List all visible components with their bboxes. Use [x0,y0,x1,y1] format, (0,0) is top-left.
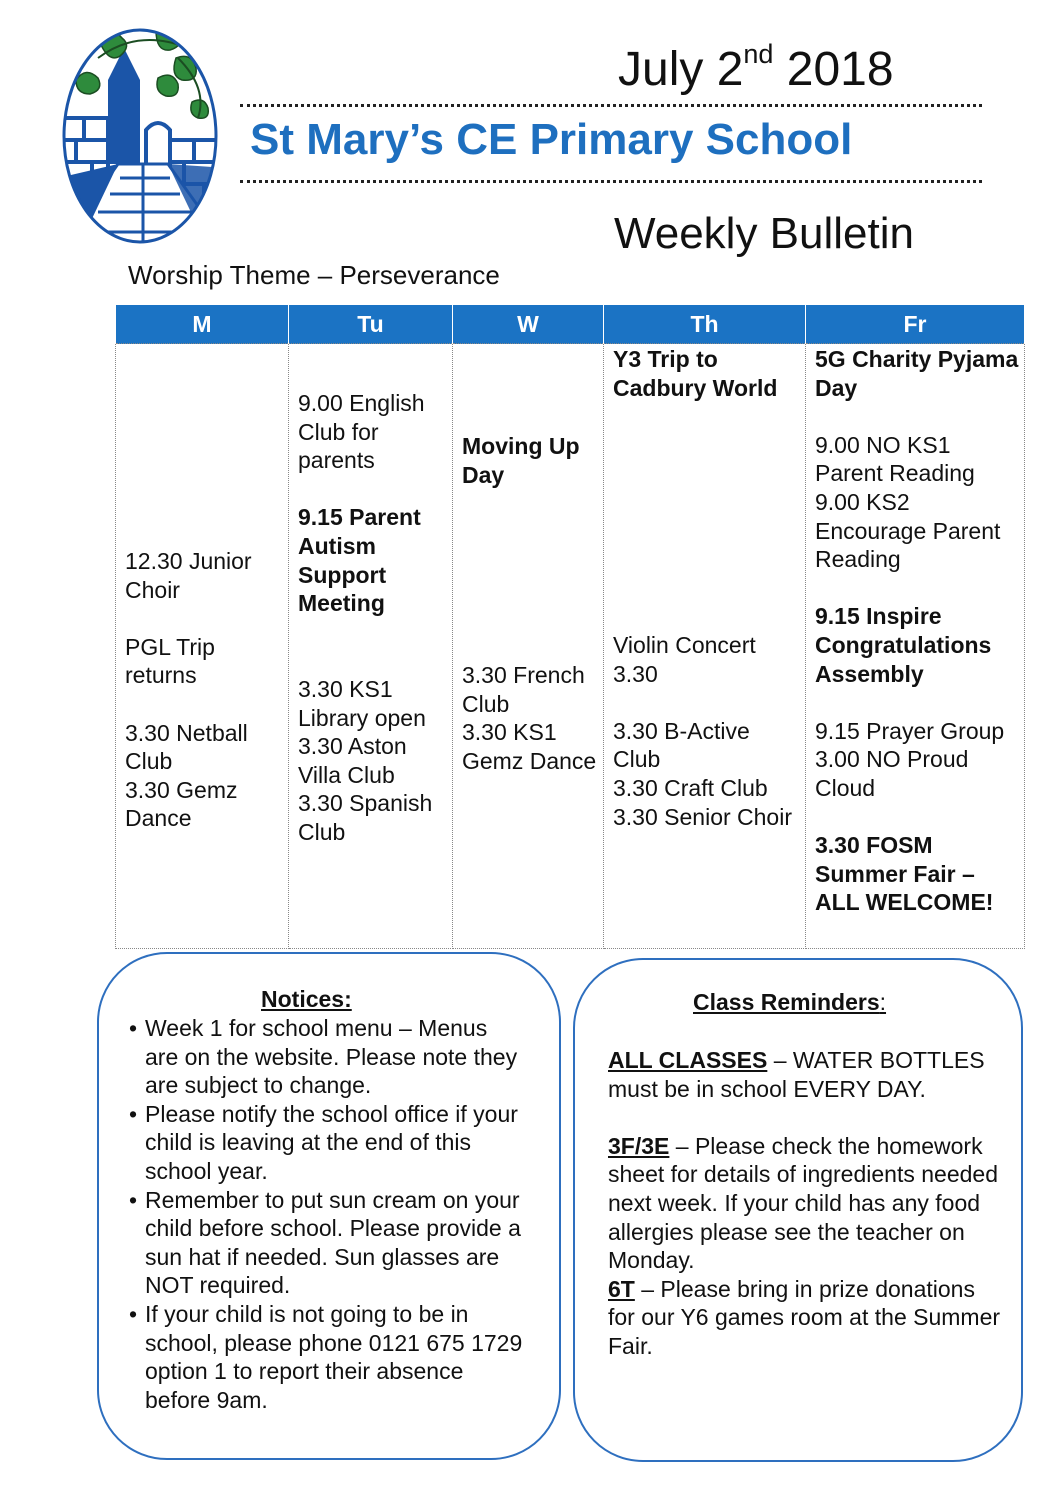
notice-item: • Please notify the school office if your child is leaving at the end of this school year. [129,1100,518,1184]
friday-events [806,344,1025,949]
event-inspire-assembly: 9.15 Inspire Congratulations Assembly [815,603,992,687]
class-reminders-text [608,1046,1003,1361]
monday-events [116,344,289,949]
event-autism-support-meeting: 9.15 Parent Autism Support Meeting [298,504,421,617]
event-prayer-group: 9.15 Prayer Group [815,717,1005,744]
event-moving-up-day: Moving Up Day [462,433,580,488]
notice-item: • Week 1 for school menu – Menus are on the website. Please note they are subject to change. [129,1015,518,1099]
day-header-monday: M [116,305,289,344]
event-violin-concert: Violin Concert 3.30 [613,632,756,687]
thursday-trip [613,345,801,402]
event-pgl-trip: PGL Trip returns [125,633,215,689]
event-french-club: 3.30 French Club [462,662,585,717]
event-fosm-summer-fair: 3.30 FOSM Summer Fair – ALL WELCOME! [815,832,994,916]
thursday-afternoon-list [613,631,801,831]
bulletin-date: July 2nd 2018 [618,39,894,96]
event-craft-club: 3.30 Craft Club [613,774,768,801]
class-reminders-panel [573,958,1023,1462]
weekly-timetable [115,305,1025,949]
school-name: St Mary’s CE Primary School [250,115,853,164]
event-aston-villa-club: 3.30 Aston Villa Club [298,733,407,788]
event-english-club: 9.00 English Club for parents [298,390,425,474]
reminder-3f-3e: 3F/3E – Please check the homework sheet for details of ingredients needed next week. If your child has any food allergies please see the teacher on Monday. [608,1132,998,1274]
event-ks1-gemz-dance: 3.30 KS1 Gemz Dance [462,719,597,774]
event-cadbury-trip: Y3 Trip to Cadbury World [613,346,778,401]
tuesday-event-list [298,389,448,847]
worship-theme: Worship Theme – Perseverance [128,260,500,290]
notice-item: • If your child is not going to be in school, please phone 0121 675 1729 option 1 to report their absence before 9am. [129,1300,523,1413]
class-reminders-title: Class Reminders: [693,989,887,1015]
timetable-events-row [116,344,1025,949]
day-header-tuesday: Tu [289,305,453,344]
timetable-header-row [116,305,1025,344]
friday-event-list [815,345,1020,917]
tuesday-events [289,344,453,949]
event-no-ks1-reading: 9.00 NO KS1 Parent Reading [815,431,975,487]
event-charity-pyjama-day: 5G Charity Pyjama Day [815,346,1019,401]
notice-item: • Remember to put sun cream on your child before school. Please provide a sun hat if needed. Sun glasses are NOT required. [129,1186,521,1299]
event-gemz-dance: 3.30 Gemz Dance [125,776,238,832]
event-ks2-encourage-reading: 9.00 KS2 Encourage Parent Reading [815,488,1001,573]
day-header-friday: Fr [806,305,1025,344]
thursday-events [604,344,806,949]
dotted-divider-top [240,104,982,107]
wednesday-events [453,344,604,949]
wednesday-moving-up [462,432,599,489]
bullet-icon: • [129,1100,138,1127]
event-ks1-library: 3.30 KS1 Library open [298,675,426,731]
event-junior-choir: 12.30 Junior Choir [125,548,252,603]
event-no-proud-cloud: 3.00 NO Proud Cloud [815,746,969,801]
notices-title: Notices: [261,986,352,1012]
day-header-thursday: Th [604,305,806,344]
school-crest-logo [58,18,228,248]
reminder-all-classes: ALL CLASSES – WATER BOTTLES must be in school EVERY DAY. [608,1047,985,1102]
event-senior-choir: 3.30 Senior Choir [613,803,792,830]
bullet-icon: • [129,1015,138,1041]
bullet-icon: • [129,1186,138,1213]
dotted-divider-bottom [240,180,982,183]
event-b-active-club: 3.30 B-Active Club [613,717,750,773]
monday-event-list [125,547,284,833]
event-spanish-club: 3.30 Spanish Club [298,790,433,845]
event-netball-club: 3.30 Netball Club [125,719,248,775]
day-header-wednesday: W [453,305,604,344]
bullet-icon: • [129,1300,138,1327]
notices-panel [97,952,561,1460]
date-ordinal-suffix: nd [743,39,774,69]
reminder-6t: 6T – Please bring in prize donations for our Y6 games room at the Summer Fair. [608,1275,1001,1359]
wednesday-afternoon-list [462,661,599,775]
bulletin-title: Weekly Bulletin [614,209,914,258]
notices-list [129,1014,524,1414]
